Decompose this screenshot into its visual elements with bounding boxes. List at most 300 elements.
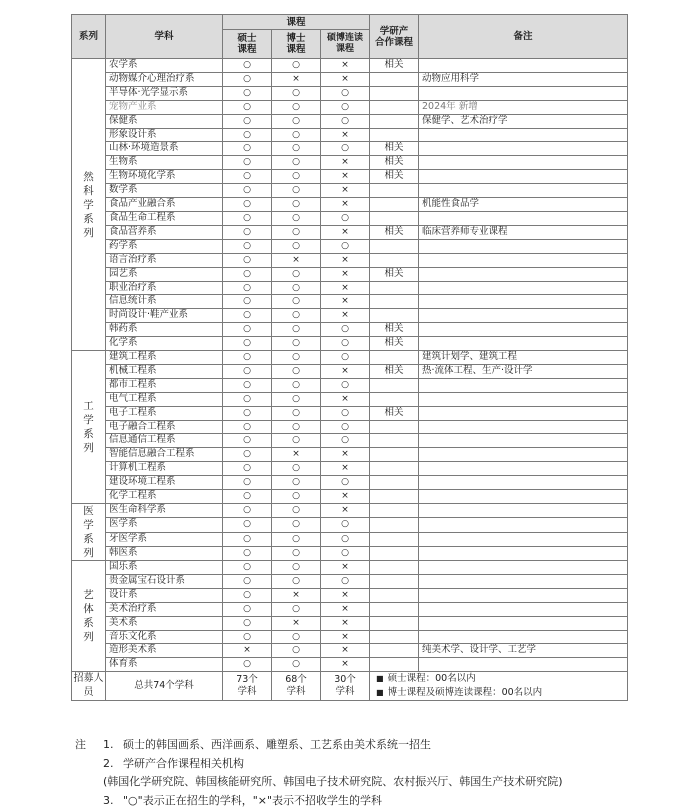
table-row [72,588,628,602]
integrated-mark: × [321,630,370,644]
subject-cell: 信息统计系 [106,295,223,309]
subject-cell: 国乐系 [106,561,223,575]
table-row [72,518,628,532]
doctor-mark: ○ [272,184,321,198]
coop-cell [370,114,419,128]
integrated-mark: × [321,490,370,504]
dept-cell [72,351,106,504]
table-row [72,225,628,239]
integrated-mark: × [321,253,370,267]
subject-cell: 贵金属宝石设计系 [106,574,223,588]
recruit-label: 招募人员 [72,672,106,701]
header-doctor: 博士 课程 [272,30,321,59]
subject-cell: 职业治疗系 [106,281,223,295]
note-cell [419,184,628,198]
subject-cell: 信息通信工程系 [106,434,223,448]
master-mark: ○ [223,518,272,532]
note-cell: 临床营养师专业课程 [419,225,628,239]
note-cell [419,253,628,267]
doctor-mark: ○ [272,281,321,295]
integrated-mark: × [321,295,370,309]
table-row [72,59,628,73]
master-mark: ○ [223,588,272,602]
subject-cell: 生物系 [106,156,223,170]
master-mark: ○ [223,114,272,128]
doctor-mark: ○ [272,114,321,128]
note-cell: 动物应用科学 [419,72,628,86]
doctor-mark: ○ [272,532,321,546]
integrated-mark: × [321,616,370,630]
subject-cell: 半导体·光学显示系 [106,86,223,100]
master-mark: ○ [223,602,272,616]
recruit-integrated-count: 30个 学科 [321,672,370,701]
master-mark: ○ [223,142,272,156]
coop-cell: 相关 [370,337,419,351]
coop-cell: 相关 [370,142,419,156]
doctor-mark: ○ [272,490,321,504]
integrated-mark: ○ [321,406,370,420]
integrated-mark: × [321,128,370,142]
doctor-mark: ○ [272,86,321,100]
note-cell [419,532,628,546]
recruit-total: 总共74个学科 [106,672,223,701]
coop-cell [370,198,419,212]
coop-cell [370,546,419,560]
coop-cell [370,281,419,295]
table-row [72,462,628,476]
bullet-icon: ■ [376,674,384,683]
table-row [72,351,628,365]
note-cell [419,211,628,225]
coop-cell: 相关 [370,225,419,239]
coop-cell [370,588,419,602]
master-mark: ○ [223,156,272,170]
subject-cell: 电气工程系 [106,392,223,406]
coop-cell [370,295,419,309]
coop-cell: 相关 [370,156,419,170]
note-cell [419,337,628,351]
integrated-mark: ○ [321,114,370,128]
header-coop: 学研产 合作课程 [370,15,419,59]
table-row [72,364,628,378]
doctor-mark: ○ [272,476,321,490]
doctor-mark: ○ [272,420,321,434]
note-cell [419,616,628,630]
integrated-mark: ○ [321,532,370,546]
coop-cell [370,658,419,672]
coop-cell [370,309,419,323]
subject-cell: 建筑工程系 [106,351,223,365]
master-mark: ○ [223,448,272,462]
doctor-mark: ○ [272,518,321,532]
table-row [72,490,628,504]
header-note: 备注 [419,15,628,59]
coop-cell [370,532,419,546]
master-mark: ○ [223,630,272,644]
doctor-mark: ○ [272,462,321,476]
integrated-mark: ○ [321,574,370,588]
doctor-mark: ○ [272,128,321,142]
note-cell [419,59,628,73]
footnote-num: 1. [103,736,123,755]
doctor-mark: ○ [272,100,321,114]
integrated-mark: × [321,281,370,295]
coop-cell [370,462,419,476]
table-row [72,504,628,518]
bullet-icon: ■ [376,688,384,697]
note-cell [419,309,628,323]
note-cell [419,128,628,142]
doctor-mark: ○ [272,574,321,588]
note-cell [419,281,628,295]
integrated-mark: ○ [321,239,370,253]
header-master: 硕士 课程 [223,30,272,59]
table-row [72,476,628,490]
table-row [72,239,628,253]
integrated-mark: ○ [321,337,370,351]
integrated-mark: ○ [321,378,370,392]
master-mark: ○ [223,100,272,114]
integrated-mark: × [321,448,370,462]
master-mark: ○ [223,420,272,434]
quota-doctor [376,686,627,700]
table-row [72,378,628,392]
doctor-mark: × [272,616,321,630]
coop-cell [370,86,419,100]
table-row [72,616,628,630]
subject-cell: 电子融合工程系 [106,420,223,434]
doctor-mark: ○ [272,267,321,281]
integrated-mark: ○ [321,142,370,156]
coop-cell [370,392,419,406]
subject-cell: 时尚设计·鞋产业系 [106,309,223,323]
master-mark: ○ [223,406,272,420]
doctor-mark: ○ [272,602,321,616]
note-cell: 2024年 新增 [419,100,628,114]
quota-master [376,672,627,686]
footnote-text: "○"表示正在招生的学科，"×"表示不招收学生的学科 [123,792,382,810]
subject-cell: 韩药系 [106,323,223,337]
quota-master-text: 硕士课程：00名以内 [388,673,476,684]
integrated-mark: ○ [321,434,370,448]
coop-cell [370,72,419,86]
table-row [72,406,628,420]
note-cell: 热·流体工程、生产·设计学 [419,364,628,378]
table-row [72,574,628,588]
master-mark: ○ [223,184,272,198]
coop-cell: 相关 [370,364,419,378]
doctor-mark: ○ [272,644,321,658]
note-cell [419,602,628,616]
table-row [72,170,628,184]
footnotes [75,736,675,810]
integrated-mark: × [321,156,370,170]
table-row [72,86,628,100]
note-cell [419,267,628,281]
note-cell: 保健学、艺术治疗学 [419,114,628,128]
coop-cell [370,490,419,504]
coop-cell [370,100,419,114]
integrated-mark: ○ [321,546,370,560]
dept-label: 医学系列 [83,504,95,560]
table-row [72,156,628,170]
note-cell [419,588,628,602]
coop-cell [370,253,419,267]
integrated-mark: × [321,309,370,323]
note-cell [419,239,628,253]
coop-cell [370,561,419,575]
coop-cell: 相关 [370,170,419,184]
coop-cell: 相关 [370,267,419,281]
master-mark: ○ [223,337,272,351]
coop-cell [370,420,419,434]
table-row [72,295,628,309]
integrated-mark: ○ [321,100,370,114]
subject-cell: 智能信息融合工程系 [106,448,223,462]
coop-cell [370,630,419,644]
master-mark: ○ [223,59,272,73]
note-cell [419,476,628,490]
table-row [72,448,628,462]
doctor-mark: ○ [272,406,321,420]
table-row [72,184,628,198]
note-cell [419,561,628,575]
subject-cell: 音乐文化系 [106,630,223,644]
table-row [72,142,628,156]
doctor-mark: ○ [272,630,321,644]
coop-cell [370,476,419,490]
master-mark: ○ [223,211,272,225]
master-mark: ○ [223,198,272,212]
recruit-row [72,672,628,701]
table-row [72,630,628,644]
note-cell [419,434,628,448]
master-mark: ○ [223,476,272,490]
integrated-mark: ○ [321,420,370,434]
master-mark: ○ [223,616,272,630]
integrated-mark: ○ [321,476,370,490]
subject-cell: 电子工程系 [106,406,223,420]
integrated-mark: × [321,504,370,518]
integrated-mark: × [321,602,370,616]
integrated-mark: × [321,561,370,575]
coop-cell [370,518,419,532]
subject-cell: 都市工程系 [106,378,223,392]
note-cell [419,142,628,156]
doctor-mark: ○ [272,211,321,225]
table-row [72,100,628,114]
master-mark: ○ [223,281,272,295]
coop-cell [370,574,419,588]
subject-cell: 动物媒介心理治疗系 [106,72,223,86]
doctor-mark: ○ [272,156,321,170]
master-mark: ○ [223,351,272,365]
subject-cell: 药学系 [106,239,223,253]
note-cell [419,323,628,337]
note-cell [419,630,628,644]
note-cell [419,518,628,532]
table-row [72,337,628,351]
integrated-mark: × [321,462,370,476]
coop-cell [370,211,419,225]
note-cell [419,574,628,588]
table-row [72,281,628,295]
subject-cell: 机械工程系 [106,364,223,378]
coop-cell [370,434,419,448]
table-row [72,532,628,546]
coop-cell [370,616,419,630]
note-cell [419,420,628,434]
table-row [72,602,628,616]
doctor-mark: × [272,588,321,602]
admission-table [71,14,628,701]
doctor-mark: ○ [272,561,321,575]
integrated-mark: × [321,267,370,281]
subject-cell: 数学系 [106,184,223,198]
master-mark: ○ [223,253,272,267]
integrated-mark: × [321,184,370,198]
integrated-mark: × [321,364,370,378]
table-row [72,198,628,212]
note-cell [419,658,628,672]
doctor-mark: × [272,253,321,267]
master-mark: ○ [223,504,272,518]
doctor-mark: ○ [272,378,321,392]
master-mark: ○ [223,378,272,392]
doctor-mark: ○ [272,392,321,406]
table-row [72,253,628,267]
subject-cell: 食品营养系 [106,225,223,239]
integrated-mark: × [321,198,370,212]
footnote-num: 2. [103,755,123,774]
coop-cell [370,644,419,658]
dept-label: 工学系列 [83,399,95,455]
master-mark: ○ [223,364,272,378]
doctor-mark: ○ [272,337,321,351]
footnote-3 [75,792,675,810]
doctor-mark: ○ [272,546,321,560]
doctor-mark: ○ [272,225,321,239]
master-mark: ○ [223,490,272,504]
table-row [72,72,628,86]
master-mark: ○ [223,532,272,546]
integrated-mark: × [321,658,370,672]
integrated-mark: × [321,170,370,184]
header-program: 课程 [223,15,370,30]
subject-cell: 食品生命工程系 [106,211,223,225]
note-cell [419,462,628,476]
integrated-mark: ○ [321,351,370,365]
integrated-mark: × [321,72,370,86]
table-row [72,546,628,560]
doctor-mark: ○ [272,198,321,212]
master-mark: ○ [223,170,272,184]
note-cell [419,406,628,420]
table-row [72,420,628,434]
dept-cell [72,59,106,351]
header-integrated: 硕博连读 课程 [321,30,370,59]
footnote-2 [75,755,675,774]
doctor-mark: ○ [272,170,321,184]
subject-cell: 化学系 [106,337,223,351]
master-mark: ○ [223,658,272,672]
dept-cell [72,561,106,672]
table-row [72,128,628,142]
table-row [72,211,628,225]
master-mark: ○ [223,323,272,337]
doctor-mark: ○ [272,434,321,448]
subject-cell: 农学系 [106,59,223,73]
dept-label: 然科学系列 [83,170,95,240]
subject-cell: 医学系 [106,518,223,532]
table-row [72,323,628,337]
subject-cell: 化学工程系 [106,490,223,504]
dept-label: 艺体系列 [83,588,95,644]
doctor-mark: ○ [272,351,321,365]
master-mark: ○ [223,546,272,560]
footnote-text: 学研产合作课程相关机构 [123,755,244,774]
note-cell [419,392,628,406]
note-cell [419,86,628,100]
coop-cell [370,602,419,616]
integrated-mark: × [321,588,370,602]
coop-cell [370,128,419,142]
master-mark: ○ [223,72,272,86]
note-cell: 建筑计划学、建筑工程 [419,351,628,365]
quota-doctor-text: 博士课程及硕博连读课程：00名以内 [388,687,543,698]
header-dept: 系列 [72,15,106,59]
note-cell: 纯美术学、设计学、工艺学 [419,644,628,658]
recruit-quota-note [370,672,628,701]
coop-cell: 相关 [370,406,419,420]
footnote-text: (韩国化学研究院、韩国核能研究所、韩国电子技术研究院、农村振兴厅、韩国生产技术研究院) [103,773,563,792]
subject-cell: 美术治疗系 [106,602,223,616]
note-cell [419,448,628,462]
integrated-mark: ○ [321,211,370,225]
subject-cell: 宠物产业系 [106,100,223,114]
subject-cell: 造形美术系 [106,644,223,658]
table-row [72,658,628,672]
note-cell [419,156,628,170]
table-row [72,114,628,128]
table-row [72,644,628,658]
coop-cell [370,239,419,253]
table-row [72,309,628,323]
doctor-mark: ○ [272,504,321,518]
dept-cell [72,504,106,561]
subject-cell: 园艺系 [106,267,223,281]
master-mark: × [223,644,272,658]
doctor-mark: ○ [272,59,321,73]
footnote-1 [75,736,675,755]
integrated-mark: × [321,644,370,658]
integrated-mark: ○ [321,518,370,532]
master-mark: ○ [223,128,272,142]
header-subject: 学科 [106,15,223,59]
coop-cell [370,378,419,392]
note-cell [419,504,628,518]
note-cell [419,295,628,309]
subject-cell: 食品产业融合系 [106,198,223,212]
subject-cell: 设计系 [106,588,223,602]
doctor-mark: ○ [272,323,321,337]
doctor-mark: ○ [272,309,321,323]
footnote-text: 硕士的韩国画系、西洋画系、雕塑系、工艺系由美术系统一招生 [123,736,431,755]
note-cell: 机能性食品学 [419,198,628,212]
coop-cell [370,504,419,518]
subject-cell: 医生命科学系 [106,504,223,518]
coop-cell: 相关 [370,59,419,73]
